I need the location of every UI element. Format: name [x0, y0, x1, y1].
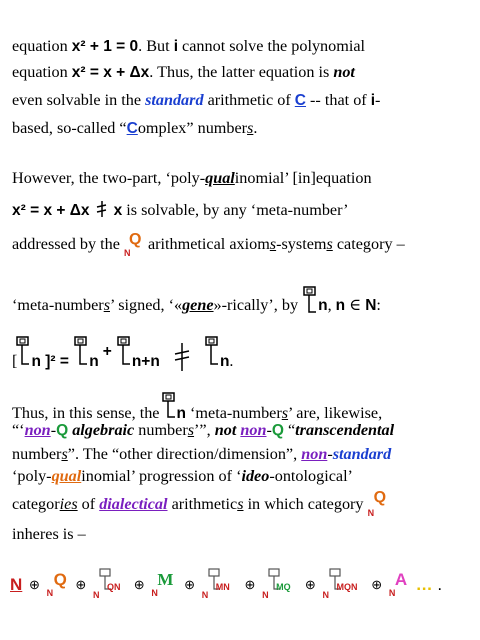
- text: in which category: [243, 495, 368, 513]
- meta-number-glyph-icon: [302, 286, 318, 316]
- text-line-11: [12, 420, 394, 441]
- emphasis-ideo: ideo: [241, 467, 270, 485]
- text: inheres is –: [12, 525, 86, 543]
- qn-symbol: Q N: [367, 489, 387, 518]
- meta-number-glyph-icon: [204, 336, 220, 370]
- equation-1: x² + 1 = 0: [71, 38, 139, 55]
- text: . But: [138, 37, 174, 55]
- text: Thus, in this sense, the: [12, 404, 164, 422]
- text-line-8: [12, 286, 381, 316]
- text: -- that of: [306, 91, 371, 109]
- text: -ontological’: [269, 467, 353, 485]
- naturals-symbol: N: [365, 297, 377, 314]
- equation-2: x² = x + Δx: [71, 64, 150, 81]
- seq-QN: Q N: [46, 570, 67, 598]
- emphasis-non: non: [240, 421, 267, 439]
- text: number: [12, 445, 62, 463]
- inequation: x² = x + Δx: [12, 202, 90, 219]
- text: ‘meta-number: [186, 404, 282, 422]
- open-bracket: [: [12, 352, 22, 370]
- oplus-3: ⊕: [133, 577, 145, 592]
- text: -: [327, 445, 333, 463]
- meta-number-glyph-icon: [15, 336, 31, 370]
- text: even solvable in the: [12, 91, 146, 109]
- text: arithmetical axiom: [147, 235, 270, 253]
- plural-s: s: [237, 495, 244, 513]
- seq-meta-MN: N MN: [202, 568, 238, 602]
- variable-n: n: [176, 405, 186, 422]
- variable-n: n: [89, 353, 99, 370]
- rationals-symbol: Q: [56, 422, 69, 439]
- text: ”. The “other direction/dimension”,: [67, 445, 302, 463]
- text: equation: [12, 63, 72, 81]
- imaginary-unit: i: [173, 38, 178, 55]
- not-equal-glyph-icon: [170, 342, 194, 372]
- seq-meta-QN: N QN: [93, 568, 127, 602]
- emphasis-algebraic: algebraic: [68, 421, 135, 439]
- emphasis-not: not: [333, 63, 355, 81]
- text-line-6: [12, 200, 348, 221]
- variable-n: n: [219, 353, 230, 370]
- text: number: [134, 421, 188, 439]
- text: arithmetic of: [203, 91, 295, 109]
- element-of: ∈: [345, 296, 366, 314]
- text: “: [283, 421, 296, 439]
- seq-meta-MQN: N MQN: [323, 568, 365, 602]
- variable-n: n: [335, 297, 346, 314]
- continuation-dots: …: [415, 575, 433, 594]
- emphasis-standard: standard: [145, 91, 204, 109]
- text: ’ are, likewise,: [288, 404, 383, 422]
- plural-s: s: [61, 445, 68, 463]
- text: equation: [12, 37, 72, 55]
- text: . Thus, the latter equation is: [149, 63, 334, 81]
- formula-line: [12, 336, 233, 372]
- text-line-7: [12, 231, 405, 258]
- oplus-4: ⊕: [184, 577, 196, 592]
- plural-s: s: [247, 119, 254, 137]
- oplus-7: ⊕: [371, 577, 383, 592]
- oplus-6: ⊕: [304, 577, 316, 592]
- text: omplex” number: [137, 119, 248, 137]
- text: inomial’ [in]equation: [234, 169, 372, 187]
- plural-s: s: [103, 296, 110, 314]
- text-line-4: [12, 118, 257, 139]
- plural-s: s: [326, 235, 333, 253]
- progression-sequence: [10, 568, 442, 604]
- meta-number-glyph-icon: [161, 392, 177, 422]
- text: -system: [276, 235, 327, 253]
- text: is solvable, by any ‘meta-number’: [122, 201, 349, 219]
- text: -: [50, 421, 57, 439]
- emphasis-transcendental: transcendental: [295, 421, 395, 439]
- equals-sign: =: [55, 353, 74, 370]
- plural-ies: ies: [59, 495, 78, 513]
- text: categor: [12, 495, 60, 513]
- text-line-14: [12, 489, 390, 518]
- seq-MN: M N: [151, 570, 174, 598]
- end-period: .: [437, 575, 443, 594]
- plus-sign: +: [102, 343, 112, 360]
- imaginary-unit: i: [370, 92, 376, 109]
- seq-AN: A N: [388, 570, 408, 598]
- variable-n: n: [318, 297, 328, 314]
- not-equal-glyph-icon: [94, 200, 110, 218]
- text: inomial’ progression of ‘: [81, 467, 242, 485]
- emphasis-not: not: [214, 421, 237, 439]
- text: ’ signed, ‘«: [110, 296, 183, 314]
- text: :: [376, 296, 381, 314]
- variable-n: n: [31, 353, 41, 370]
- text: addressed by the: [12, 235, 124, 253]
- text-line-2: [12, 62, 355, 83]
- oplus-5: ⊕: [244, 577, 256, 592]
- text-line-5: [12, 168, 372, 188]
- emphasis-non: non: [301, 445, 328, 463]
- text-line-13: [12, 466, 353, 486]
- complex-symbol: C: [294, 92, 306, 109]
- text: -: [375, 91, 381, 109]
- seq-meta-MQ: N MQ: [262, 568, 298, 602]
- variable-x: x: [113, 202, 123, 219]
- text: category –: [332, 235, 405, 253]
- emphasis-dialectical: dialectical: [99, 495, 168, 513]
- emphasis-qual: qual: [51, 467, 82, 485]
- close-bracket-squared: ]²: [40, 353, 56, 370]
- emphasis-gene: gene: [182, 296, 214, 314]
- oplus-2: ⊕: [75, 577, 87, 592]
- rationals-symbol: Q: [271, 422, 284, 439]
- text: arithmetic: [167, 495, 238, 513]
- text: ‘meta-number: [12, 296, 104, 314]
- text: “‘: [12, 421, 25, 439]
- text: ,: [327, 296, 336, 314]
- complex-symbol: C: [126, 120, 138, 137]
- text-line-15: [12, 524, 86, 544]
- text: ’”,: [194, 421, 215, 439]
- text: -: [266, 421, 272, 439]
- meta-number-glyph-icon: [116, 336, 132, 370]
- plural-s: s: [187, 421, 195, 439]
- plural-s: s: [281, 404, 289, 422]
- text: ‘poly-: [12, 467, 52, 485]
- text: based, so-called “: [12, 119, 127, 137]
- text-line-3: [12, 90, 380, 111]
- emphasis-non: non: [24, 421, 51, 439]
- text: .: [253, 119, 258, 137]
- text: cannot solve the polynomial: [178, 37, 366, 55]
- qn-symbol: Q N: [123, 231, 142, 258]
- plural-s: s: [269, 235, 277, 253]
- emphasis-qual: qual: [205, 169, 235, 187]
- variable-n-plus-n: n+n: [131, 353, 160, 370]
- text-line-1: [12, 36, 365, 57]
- oplus-1: ⊕: [29, 577, 40, 592]
- emphasis-standard: standard: [332, 445, 392, 463]
- seq-N: N: [10, 575, 23, 594]
- meta-number-glyph-icon: [73, 336, 89, 370]
- text: of: [77, 495, 100, 513]
- text: However, the two-part, ‘poly-: [12, 169, 206, 187]
- text: .: [229, 352, 234, 370]
- text-line-12: [12, 444, 391, 464]
- text: »-rically’, by: [213, 296, 303, 314]
